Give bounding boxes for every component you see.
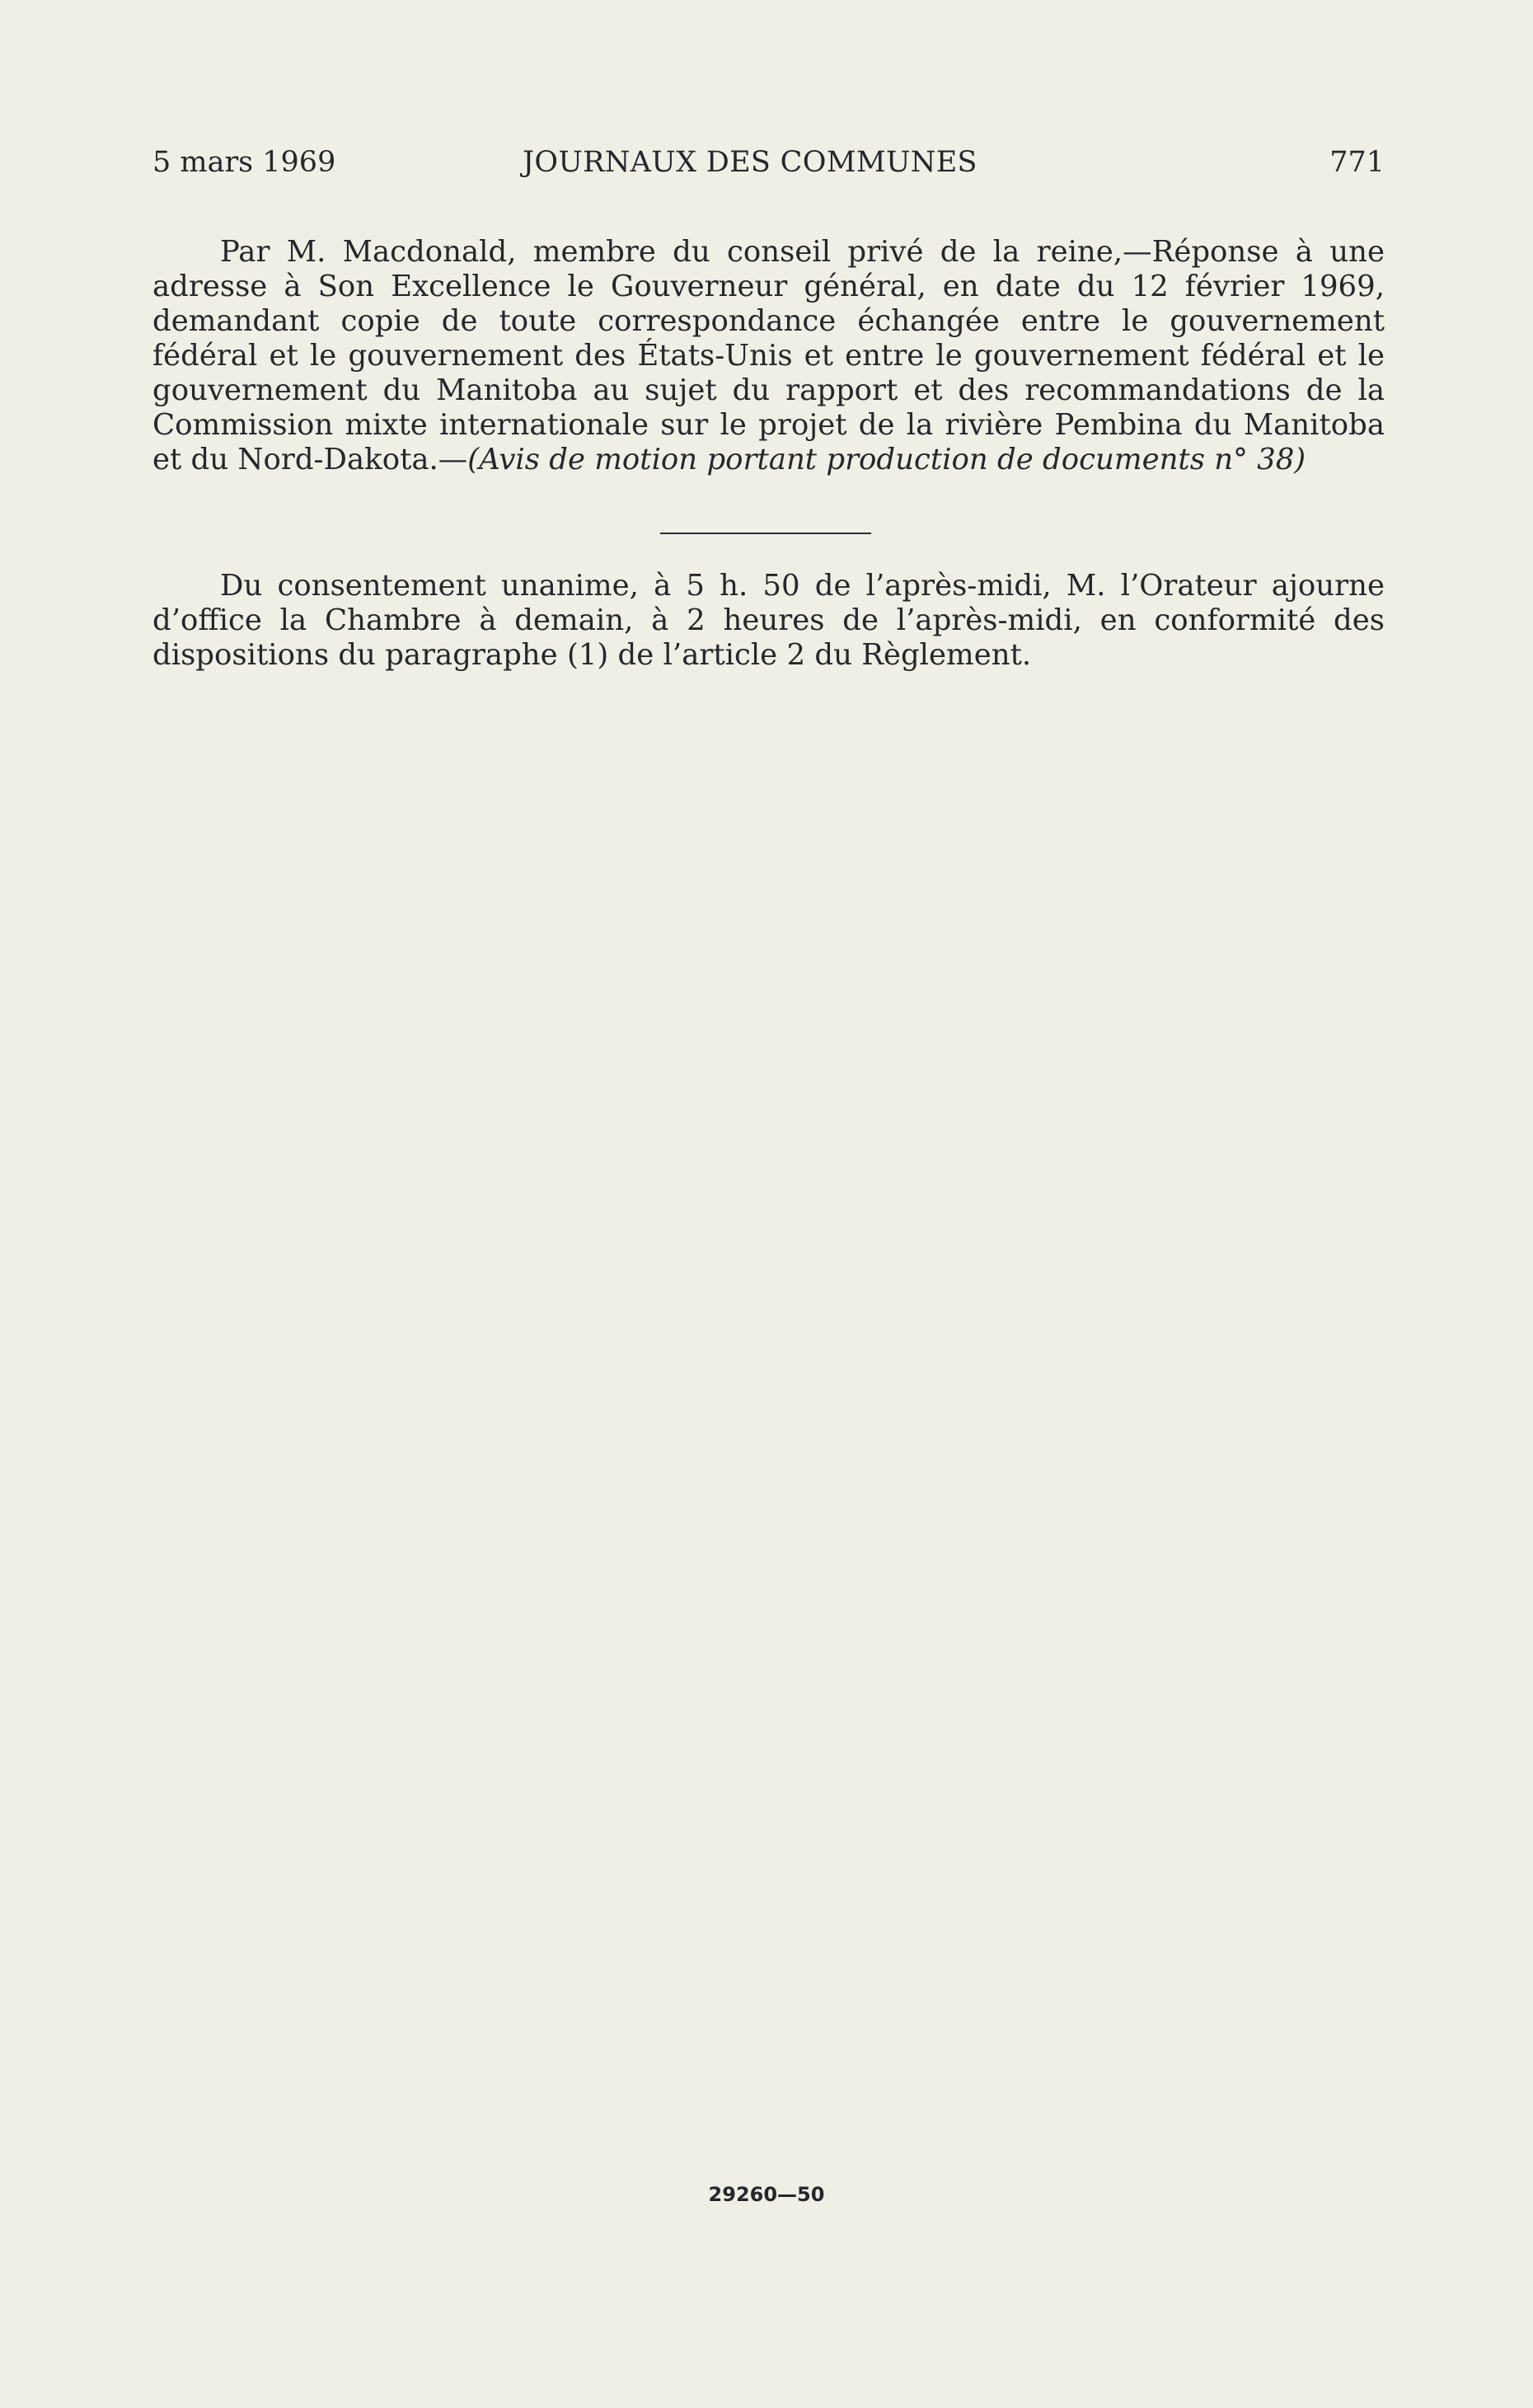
paragraph-adjournment-text: Du consentement unanime, à 5 h. 50 de l’après-midi, M. l’Orateur ajourne d’office la Chambre à demain, à 2 heures de l’après-midi, en conformité des dispositions du paragraphe (1) de l’article 2 du Règlement. [152,569,1385,672]
paragraph-adjournment [152,569,1385,673]
running-header [152,142,1385,183]
paragraph-return-text: Par M. Macdonald, membre du conseil privé de la reine,—Réponse à une adresse à Son Excellence le Gouverneur général, en date du 12 février 1969, demandant copie de toute correspondance échangée entre le gouvernement fédéral et le gouvernement des États-Unis et entre le gouvernement fédéral et le gouvernement du Manitoba au sujet du rapport et des recommandations de la Commission mixte internationale sur le projet de la rivière Pembina du Manitoba et du Nord-Dakota.— [152,235,1385,476]
section-divider [660,533,871,534]
paragraph-return-italic-note: (Avis de motion portant production de documents n° 38) [467,443,1306,476]
header-date: 5 mars 1969 [152,146,336,179]
footer-print-code: 29260—50 [708,2183,825,2206]
page-number: 771 [1329,146,1385,179]
paragraph-return-to-address [152,235,1385,477]
header-title: JOURNAUX DES COMMUNES [523,146,977,179]
